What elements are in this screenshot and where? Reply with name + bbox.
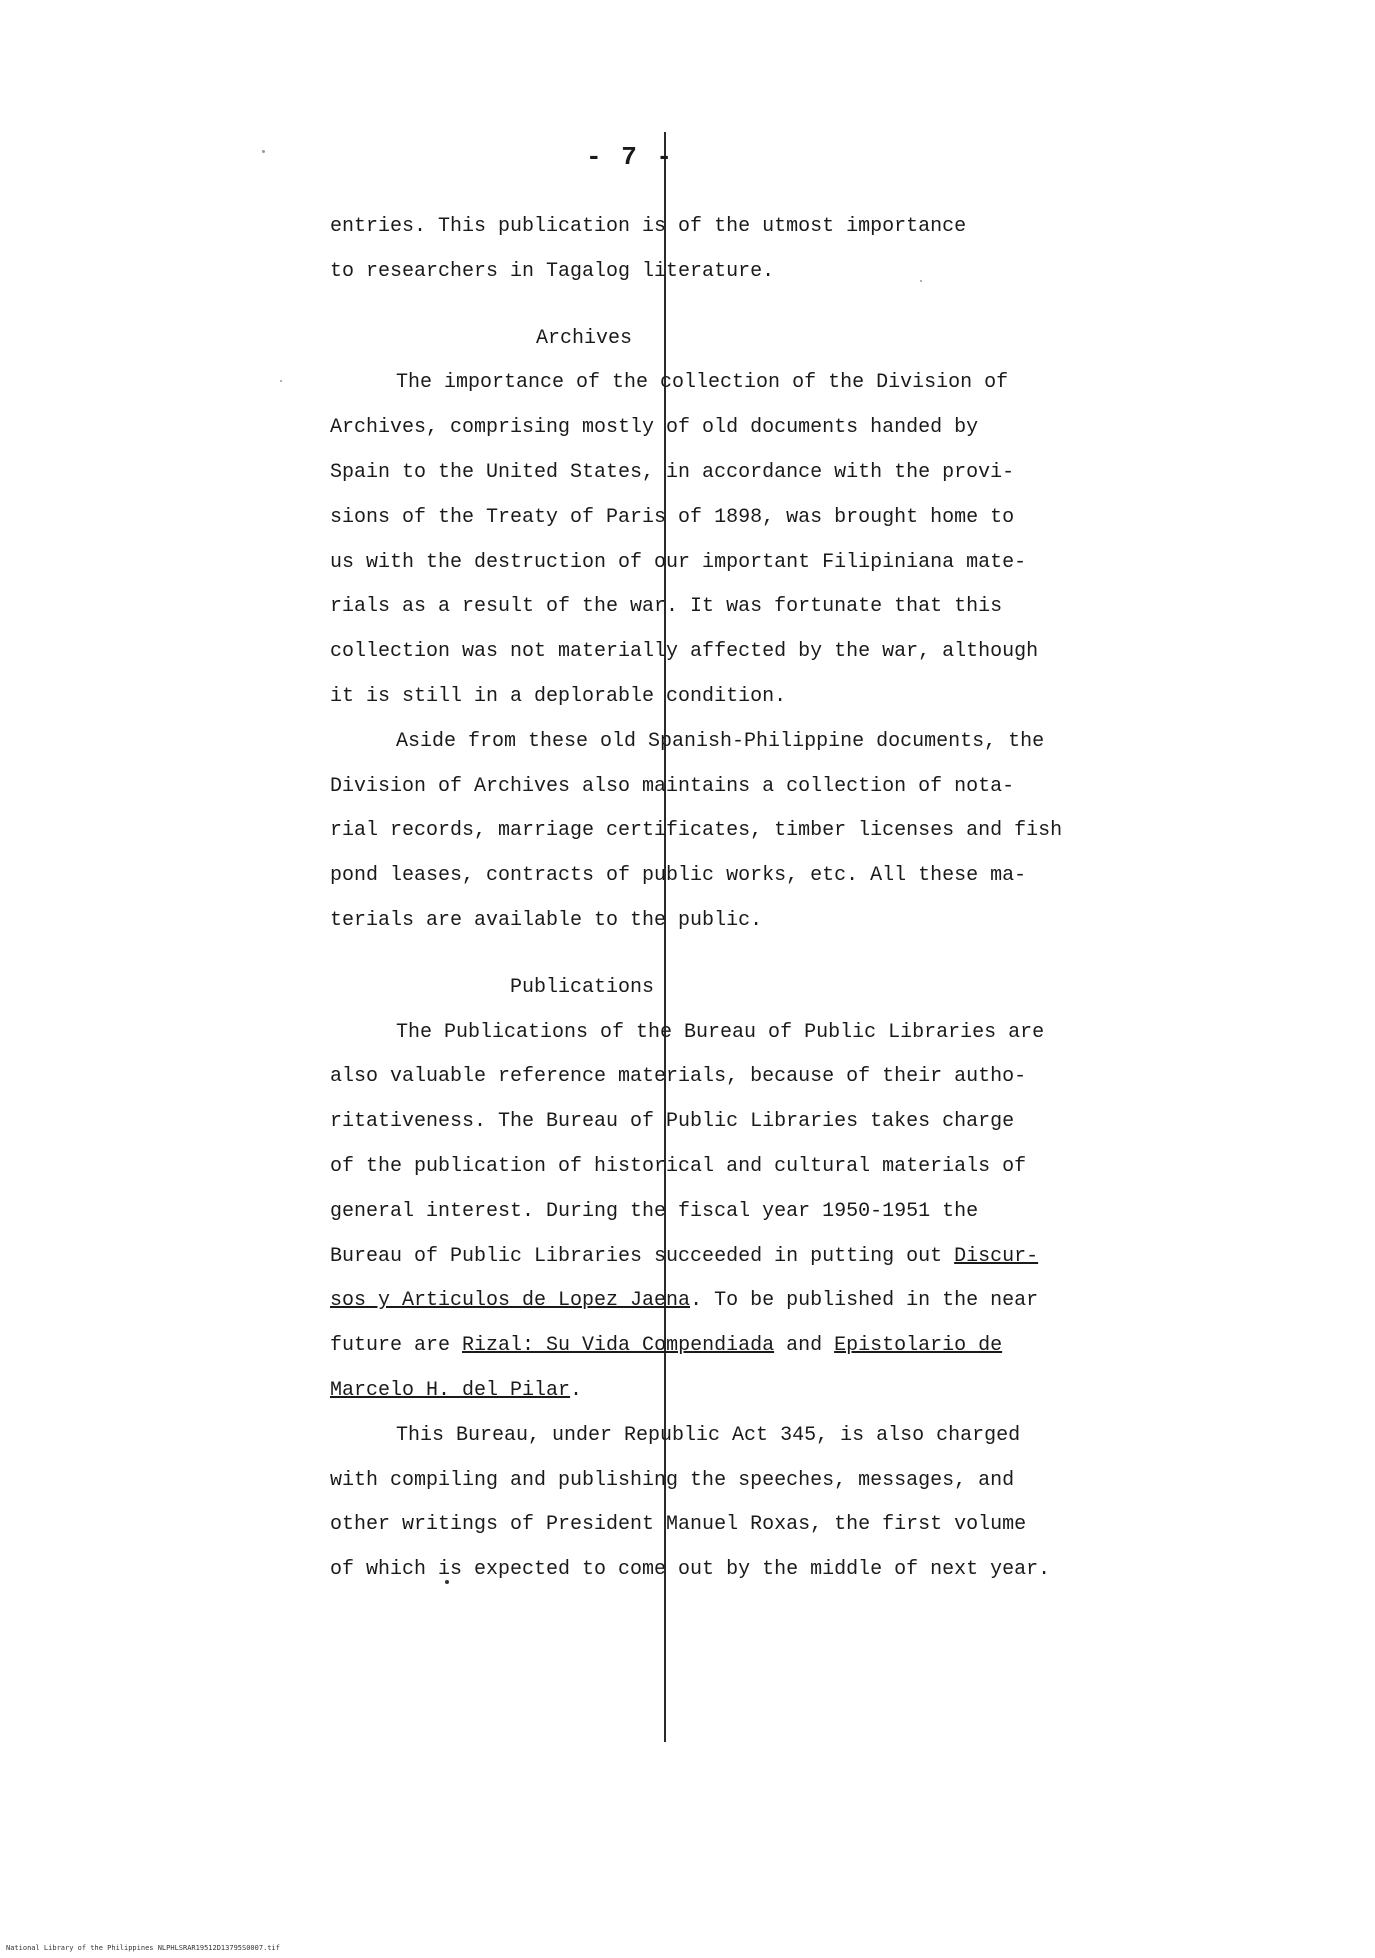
- section-heading-publications: Publications: [510, 975, 655, 999]
- text-line: [330, 1279, 1050, 1324]
- scan-speck: [280, 380, 282, 382]
- text-line: entries. This publication is of the utmost importance: [330, 215, 967, 238]
- text-line: [330, 1235, 1050, 1280]
- text-line: us with the destruction of our important Filipiniana mate-: [330, 550, 1027, 574]
- text-line: collection was not materially affected by the war, although: [330, 640, 1039, 664]
- book-title-discursos-cont: sos y Articulos de Lopez Jaena: [330, 1289, 691, 1313]
- book-title-discursos: Discur-: [954, 1244, 1039, 1268]
- text-line: Division of Archives also maintains a collection of nota-: [330, 774, 1015, 798]
- scan-footer: National Library of the Philippines NLPHLSRAR19512D13795S0007.tif: [6, 1944, 280, 1952]
- text-line: ritativeness. The Bureau of Public Libraries takes charge: [330, 1110, 1015, 1134]
- text-line: also valuable reference materials, because of their autho-: [330, 1065, 1027, 1089]
- page-number: - 7 -: [585, 142, 674, 172]
- text-line: it is still in a deplorable condition.: [330, 684, 787, 708]
- text-run: . To be published in the near: [690, 1289, 1039, 1313]
- text-line: pond leases, contracts of public works, etc. All these ma-: [330, 864, 1027, 888]
- text-run: Bureau of Public Libraries succeeded in putting out: [330, 1244, 955, 1268]
- text-run: future are: [330, 1334, 463, 1358]
- scan-speck: [262, 150, 265, 153]
- text-line: to researchers in Tagalog literature.: [330, 259, 775, 283]
- text-run: .: [570, 1378, 583, 1402]
- text-line: of which is expected to come out by the middle of next year.: [330, 1558, 1051, 1582]
- text-line: This Bureau, under Republic Act 345, is also charged: [396, 1423, 1021, 1447]
- section-heading-archives: Archives: [536, 326, 633, 350]
- text-line: Archives, comprising mostly of old documents handed by: [330, 416, 979, 440]
- text-line: The importance of the collection of the Division of: [396, 371, 1009, 395]
- text-line: [330, 1324, 1050, 1369]
- book-title-epistolario: Epistolario de: [834, 1334, 1003, 1358]
- body-text: [330, 205, 1063, 1593]
- text-line: rials as a result of the war. It was fortunate that this: [330, 595, 1003, 619]
- text-run: and: [774, 1334, 835, 1358]
- text-line: The Publications of the Bureau of Public Libraries are: [396, 1020, 1045, 1044]
- text-line: [330, 1369, 1050, 1414]
- text-line: other writings of President Manuel Roxas, the first volume: [330, 1513, 1027, 1537]
- text-line: Aside from these old Spanish-Philippine documents, the: [396, 729, 1045, 753]
- book-title-rizal: Rizal: Su Vida Compendiada: [462, 1334, 775, 1358]
- text-line: general interest. During the fiscal year 1950-1951 the: [330, 1199, 979, 1223]
- text-line: Spain to the United States, in accordance with the provi-: [330, 460, 1015, 484]
- text-line: terials are available to the public.: [330, 908, 763, 932]
- text-line: rial records, marriage certificates, timber licenses and fish: [330, 819, 1063, 843]
- text-line: sions of the Treaty of Paris of 1898, was brought home to: [330, 505, 1015, 529]
- text-line: with compiling and publishing the speeches, messages, and: [330, 1468, 1015, 1492]
- book-title-epistolario-cont: Marcelo H. del Pilar: [330, 1378, 571, 1402]
- text-line: of the publication of historical and cultural materials of: [330, 1154, 1027, 1178]
